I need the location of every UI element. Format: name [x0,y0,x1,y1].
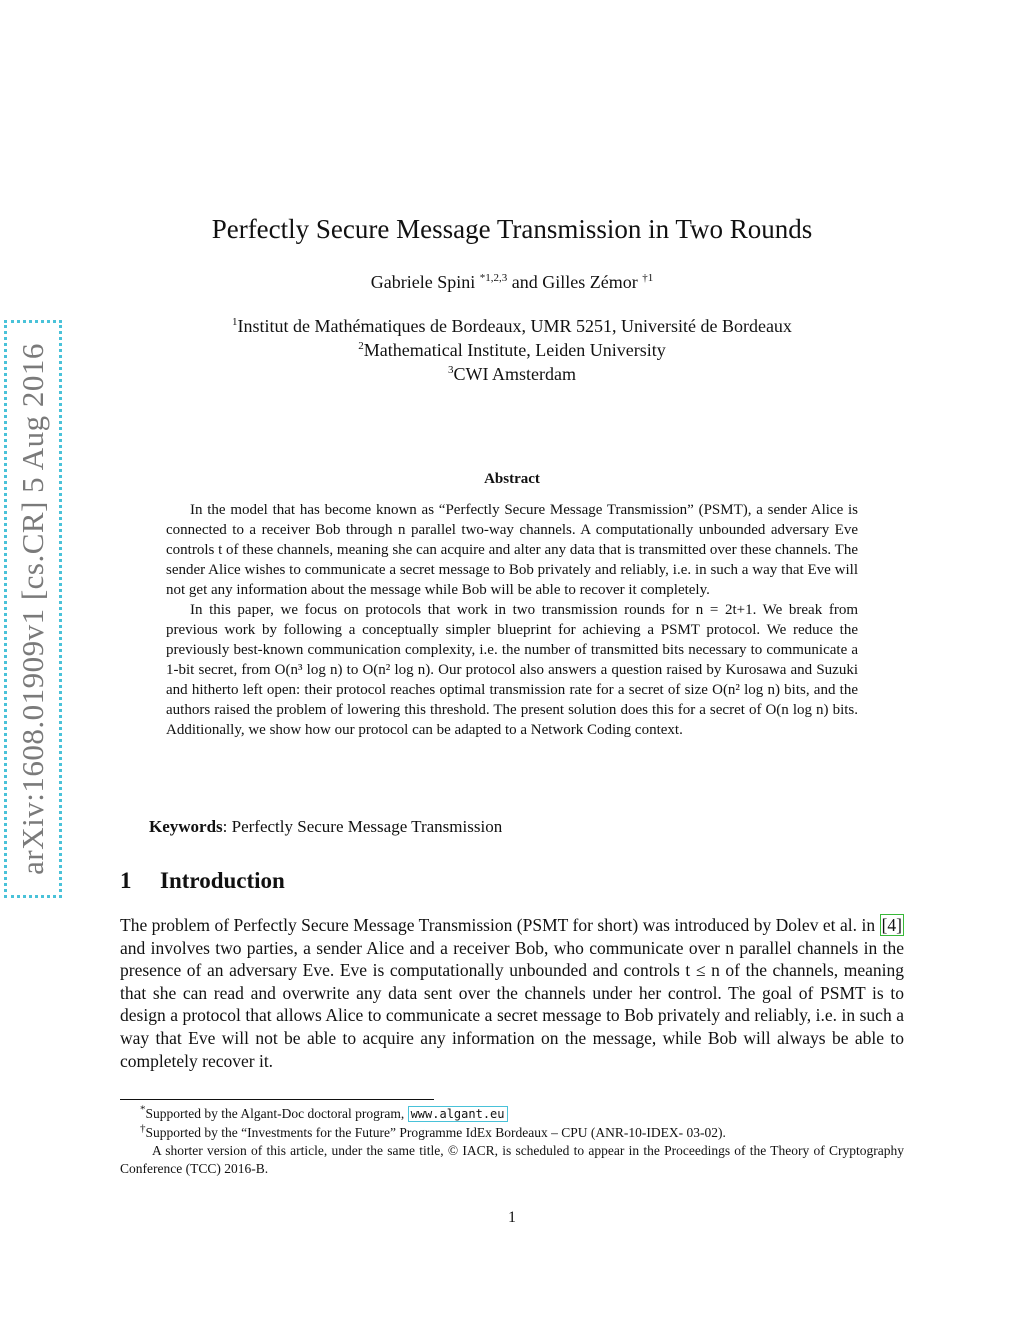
abstract-paragraph: In this paper, we focus on protocols that work in two transmission rounds for n = 2t+1. We break from previous work by following a conceptually simpler blueprint for achieving a PSMT protocol. We reduce the previously best-known communication complexity, i.e. the number of transmitted bits necessary to communicate a 1-bit secret, from O(n³ log n) to O(n² log n). Our protocol also answers a question raised by Kurosawa and Suzuki and hitherto left open: their protocol reaches optimal transmission rate for a secret of size O(n² log n) bits, and the authors raised the problem of lowering this threshold. The present solution does this for a secret of O(n log n) bits. Additionally, we show how our protocol can be adapted to a Network Coding context. [166,602,858,738]
author-name: and Gilles Zémor [511,272,638,292]
section-title: Introduction [160,868,285,893]
footnote [120,1124,904,1142]
author-line [0,272,1024,293]
affiliation [0,340,1024,361]
footnote-text: Supported by the “Investments for the Future” Programme IdEx Bordeaux – CPU (ANR-10-IDEX- 03-02). [145,1125,726,1140]
intro-text: and involves two parties, a sender Alice and a receiver Bob, who communicate over n parallel channels in the presence of an adversary Eve. Eve is computationally unbounded and controls t ≤ n of the channels, meaning that she can read and overwrite any data sent over the channels under her control. The goal of PSMT is to design a protocol that allows Alice to communicate a secret message to Bob privately and reliably, i.e. in such a way that Eve will not be able to acquire any information on the message, while Bob will always be able to completely recover it. [120,937,904,1071]
author-marks: †1 [642,272,654,284]
abstract-paragraph: In the model that has become known as “Perfectly Secure Message Transmission” (PSMT), a sender Alice is connected to a receiver Bob through n parallel two-way channels. A computationally unbounded adversary Eve controls t of these channels, meaning she can acquire and alter any data that is transmitted over these channels. The sender Alice wishes to communicate a secret message to Bob privately and reliably, i.e. in such a way that Eve will not get any information about the message while Bob will be able to recover it completely. [166,502,858,598]
intro-text: The problem of Perfectly Secure Message Transmission (PSMT for short) was introduced by Dolev et al. in [120,915,880,935]
page-number: 1 [508,1209,516,1226]
footnote-url-link[interactable]: www.algant.eu [408,1106,508,1122]
affiliation-mark: 1 [232,316,238,328]
affiliation-text: Institut de Mathématiques de Bordeaux, UMR 5251, Université de Bordeaux [237,316,792,336]
affiliation-mark: 2 [358,340,364,352]
keywords-text: : Perfectly Secure Message Transmission [222,817,503,836]
keywords-label: Keywords [149,817,223,836]
affiliation [0,316,1024,337]
footnote-mark: * [140,1103,146,1116]
keywords [149,817,502,837]
footnote [120,1142,904,1178]
affiliation-mark: 3 [448,364,454,376]
footnote-text: Supported by the Algant-Doc doctoral program, [145,1106,408,1121]
abstract-heading: Abstract [484,471,540,487]
section-number: 1 [120,868,132,893]
paper-title: Perfectly Secure Message Transmission in Two Rounds [211,214,813,244]
abstract-body [166,500,858,740]
arxiv-stamp[interactable] [4,320,62,898]
section-heading [120,868,285,894]
footnote-mark: † [140,1122,146,1135]
author-marks: *1,2,3 [479,272,508,284]
arxiv-identifier: arXiv:1608.01909v1 [cs.CR] 5 Aug 2016 [15,343,50,875]
affiliation-text: CWI Amsterdam [453,364,576,384]
intro-paragraph [120,914,904,1072]
author-name: Gabriele Spini [370,272,476,292]
citation-link[interactable]: [4] [881,915,902,935]
footnote-text: A shorter version of this article, under the same title, © IACR, is scheduled to appear in the Proceedings of the Theory of Cryptography Conference (TCC) 2016-B. [120,1143,904,1176]
footnote-divider [120,1099,434,1100]
affiliation-text: Mathematical Institute, Leiden University [363,340,666,360]
affiliation [0,364,1024,385]
footnote [120,1105,904,1123]
